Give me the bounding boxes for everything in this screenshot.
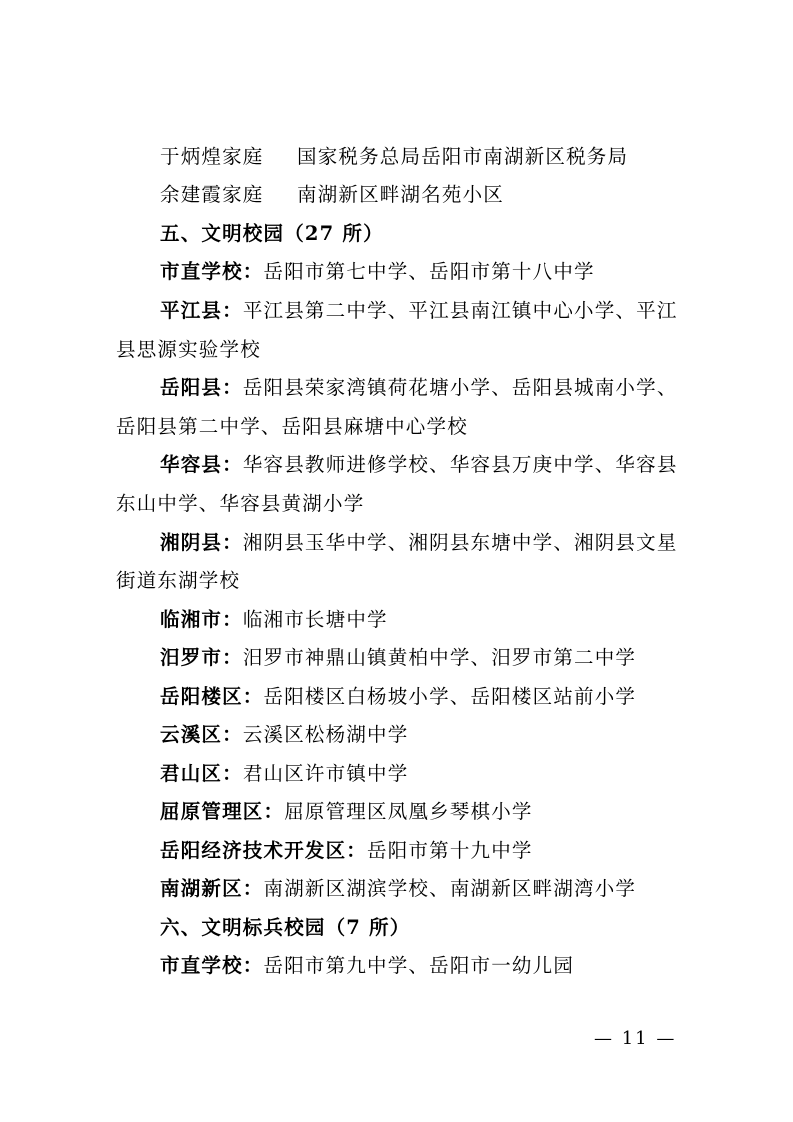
school-entry bbox=[0, 644, 793, 672]
school-list: 湘阴县玉华中学、湘阴县东塘中学、湘阴县文星 bbox=[242, 531, 678, 554]
district-label: 临湘市： bbox=[160, 608, 243, 631]
school-entry bbox=[0, 529, 793, 557]
school-list-continued: 东山中学、华容县黄湖小学 bbox=[116, 492, 365, 515]
section-heading: 六、文明标兵校园（7 所） bbox=[160, 916, 411, 939]
district-label: 市直学校： bbox=[160, 954, 264, 977]
school-entry bbox=[0, 374, 793, 402]
page-number: — 11 — bbox=[594, 1028, 677, 1049]
district-label: 岳阳楼区： bbox=[160, 685, 264, 708]
family-unit: 南湖新区畔湖名苑小区 bbox=[297, 183, 505, 206]
district-label: 屈原管理区： bbox=[160, 800, 285, 823]
district-label: 君山区： bbox=[160, 762, 243, 785]
school-entry bbox=[0, 837, 793, 865]
school-list: 岳阳市第九中学、岳阳市一幼儿园 bbox=[263, 954, 575, 977]
school-entry bbox=[0, 760, 793, 788]
district-label: 湘阴县： bbox=[160, 531, 243, 554]
school-list-continued: 岳阳县第二中学、岳阳县麻塘中心学校 bbox=[116, 415, 468, 438]
school-entry bbox=[0, 297, 793, 325]
district-label: 平江县： bbox=[160, 299, 243, 322]
family-unit: 国家税务总局岳阳市南湖新区税务局 bbox=[297, 145, 629, 168]
school-list: 岳阳市第十九中学 bbox=[367, 839, 533, 862]
school-list: 汨罗市神鼎山镇黄柏中学、汨罗市第二中学 bbox=[242, 646, 637, 669]
school-list: 屈原管理区凤凰乡琴棋小学 bbox=[284, 800, 533, 823]
family-entry bbox=[0, 143, 793, 171]
school-list: 云溪区松杨湖中学 bbox=[242, 723, 409, 746]
school-list: 华容县教师进修学校、华容县万庚中学、华容县 bbox=[242, 453, 678, 476]
school-list: 岳阳市第七中学、岳阳市第十八中学 bbox=[263, 260, 595, 283]
family-entry bbox=[0, 181, 793, 209]
school-list: 岳阳县荣家湾镇荷花塘小学、岳阳县城南小学、 bbox=[242, 376, 678, 399]
district-label: 南湖新区： bbox=[160, 877, 264, 900]
school-list: 平江县第二中学、平江县南江镇中心小学、平江 bbox=[242, 299, 678, 322]
section-heading: 五、文明校园（27 所） bbox=[160, 222, 384, 245]
school-list: 临湘市长塘中学 bbox=[242, 608, 388, 631]
school-entry bbox=[0, 683, 793, 711]
school-list: 君山区许市镇中学 bbox=[242, 762, 409, 785]
school-list: 南湖新区湖滨学校、南湖新区畔湖湾小学 bbox=[263, 877, 637, 900]
district-label: 华容县： bbox=[160, 453, 243, 476]
school-list-continued: 县思源实验学校 bbox=[116, 338, 261, 361]
district-label: 市直学校： bbox=[160, 260, 264, 283]
school-entry bbox=[0, 875, 793, 903]
district-label: 岳阳县： bbox=[160, 376, 243, 399]
school-list-continued: 街道东湖学校 bbox=[116, 569, 241, 592]
school-entry bbox=[0, 798, 793, 826]
family-name: 于炳煌家庭 bbox=[160, 145, 264, 168]
district-label: 云溪区： bbox=[160, 723, 243, 746]
school-entry bbox=[0, 451, 793, 479]
school-entry bbox=[0, 721, 793, 749]
family-name: 余建霞家庭 bbox=[160, 183, 264, 206]
school-entry bbox=[0, 606, 793, 634]
district-label: 汨罗市： bbox=[160, 646, 243, 669]
school-list: 岳阳楼区白杨坡小学、岳阳楼区站前小学 bbox=[263, 685, 637, 708]
school-entry bbox=[0, 952, 793, 980]
district-label: 岳阳经济技术开发区： bbox=[160, 839, 368, 862]
school-entry bbox=[0, 258, 793, 286]
